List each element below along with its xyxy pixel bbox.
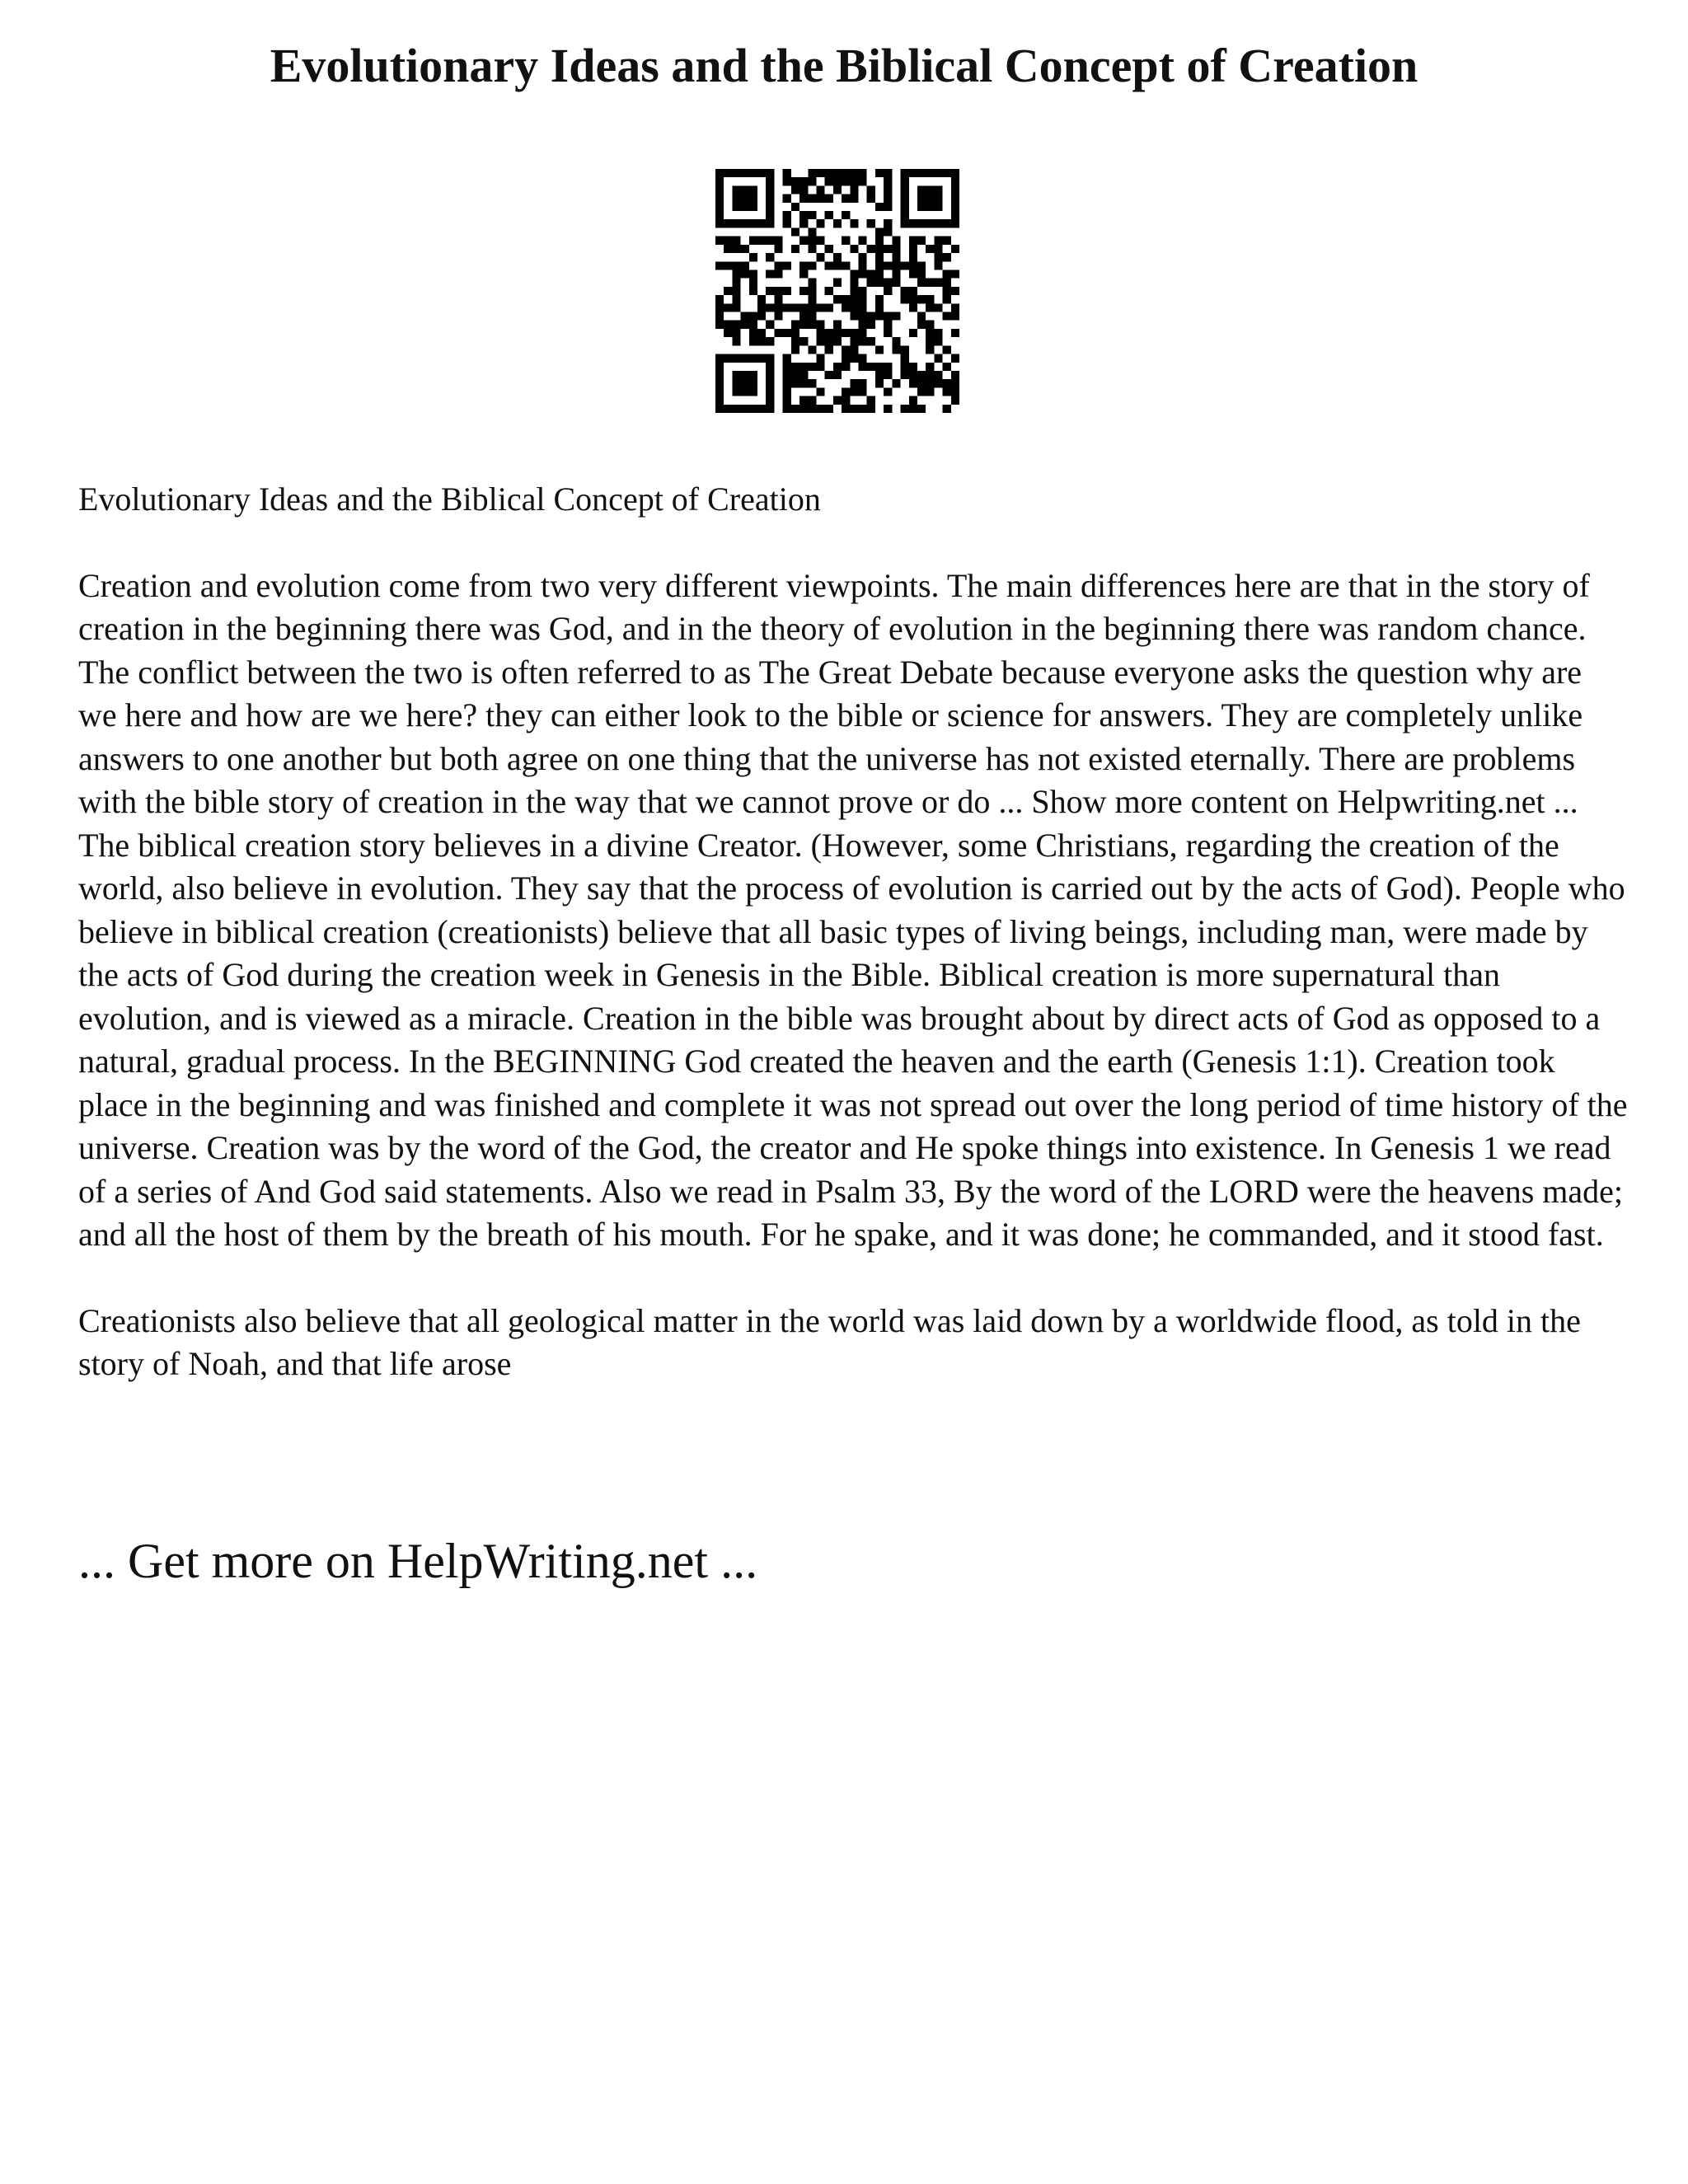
paragraph-creationists: Creationists also believe that all geological matter in the world was laid down by a worldwide flood, as told in the story of Noah, and that life arose (78, 1301, 1581, 1382)
paragraph-intro: Creation and evolution come from two very different viewpoints. The main differences here are that in the story of creation in the beginning there was God, and in the theory of evolution in the beginning there was random chance. The conflict between the two is often referred to as The Great Debate because everyone asks the question why are we here and how are we here? they can either look to the bible or science for answers. They are completely unlike answers to one another but both agree on one thing that the universe has not existed eternally. There are problems with the bible story of creation in the way that we cannot prove or do ... Show more content on Helpwriting.net ... (78, 566, 1590, 820)
document-body (78, 478, 1628, 1386)
qr-code-icon[interactable] (715, 169, 959, 413)
document-subtitle: Evolutionary Ideas and the Biblical Concept of Creation (78, 480, 821, 518)
get-more-link[interactable]: ... Get more on HelpWriting.net ... (78, 1534, 758, 1588)
qr-code-graphic (715, 169, 959, 413)
page-title: Evolutionary Ideas and the Biblical Concept of Creation (270, 39, 1418, 92)
paragraph-biblical-creation: The biblical creation story believes in a divine Creator. (However, some Christians, regarding the creation of the world, also believe in evolution. They say that the process of evolution is carried out by the acts of God). People who believe in biblical creation (creationists) believe that all basic types of living beings, including man, were made by the acts of God during the creation week in Genesis in the Bible. Biblical creation is more supernatural than evolution, and is viewed as a miracle. Creation in the bible was brought about by direct acts of God as opposed to a natural, gradual process. In the BEGINNING God created the heaven and the earth (Genesis 1:1). Creation took place in the beginning and was finished and complete it was not spread out over the long period of time history of the universe. Creation was by the word of the God, the creator and He spoke things into existence. In Genesis 1 we read of a series of And God said statements. Also we read in Psalm 33, By the word of the LORD were the heavens made; and all the host of them by the breath of his mouth. For he spake, and it was done; he commanded, and it stood fast. (78, 826, 1628, 1253)
